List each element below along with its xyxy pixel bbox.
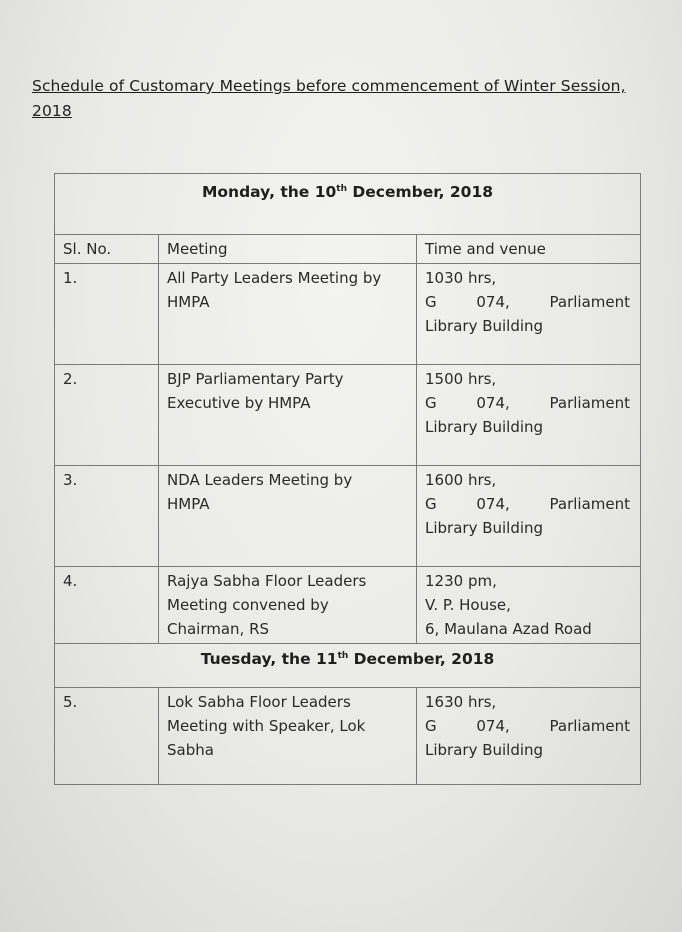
- time-venue-cell: 1630 hrs, G 074, Parliament Library Building: [417, 688, 641, 785]
- day-row-tuesday: [55, 644, 641, 688]
- sl-no-cell: 5.: [55, 688, 159, 785]
- venue-line: G 074, Parliament: [425, 717, 631, 735]
- day-heading-monday: Monday, the 10th December, 2018: [55, 174, 641, 235]
- table-row: [55, 365, 641, 466]
- table-row: [55, 688, 641, 785]
- header-time-venue: Time and venue: [417, 235, 641, 264]
- header-meeting: Meeting: [159, 235, 417, 264]
- table-row: [55, 466, 641, 567]
- sl-no-cell: 2.: [55, 365, 159, 466]
- meeting-cell: BJP Parliamentary Party Executive by HMPA: [159, 365, 417, 466]
- header-row: [55, 235, 641, 264]
- venue-line: G 074, Parliament: [425, 394, 631, 412]
- time-venue-cell: 1030 hrs, G 074, Parliament Library Building: [417, 264, 641, 365]
- time-venue-cell: 1230 pm, V. P. House, 6, Maulana Azad Road: [417, 567, 641, 644]
- venue-line: G 074, Parliament: [425, 495, 631, 513]
- table-row: [55, 567, 641, 644]
- day-heading-tuesday: Tuesday, the 11th December, 2018: [55, 644, 641, 688]
- header-sl-no: Sl. No.: [55, 235, 159, 264]
- venue-line: G 074, Parliament: [425, 293, 631, 311]
- meeting-cell: All Party Leaders Meeting by HMPA: [159, 264, 417, 365]
- sl-no-cell: 3.: [55, 466, 159, 567]
- table-row: [55, 264, 641, 365]
- sl-no-cell: 1.: [55, 264, 159, 365]
- time-venue-cell: 1500 hrs, G 074, Parliament Library Building: [417, 365, 641, 466]
- time-venue-cell: 1600 hrs, G 074, Parliament Library Building: [417, 466, 641, 567]
- meeting-cell: NDA Leaders Meeting by HMPA: [159, 466, 417, 567]
- sl-no-cell: 4.: [55, 567, 159, 644]
- document-title: Schedule of Customary Meetings before commencement of Winter Session, 2018: [32, 77, 626, 120]
- day-row-monday: [55, 174, 641, 235]
- schedule-table: [54, 173, 641, 785]
- meeting-cell: Rajya Sabha Floor Leaders Meeting convened by Chairman, RS: [159, 567, 417, 644]
- meeting-cell: Lok Sabha Floor Leaders Meeting with Speaker, Lok Sabha: [159, 688, 417, 785]
